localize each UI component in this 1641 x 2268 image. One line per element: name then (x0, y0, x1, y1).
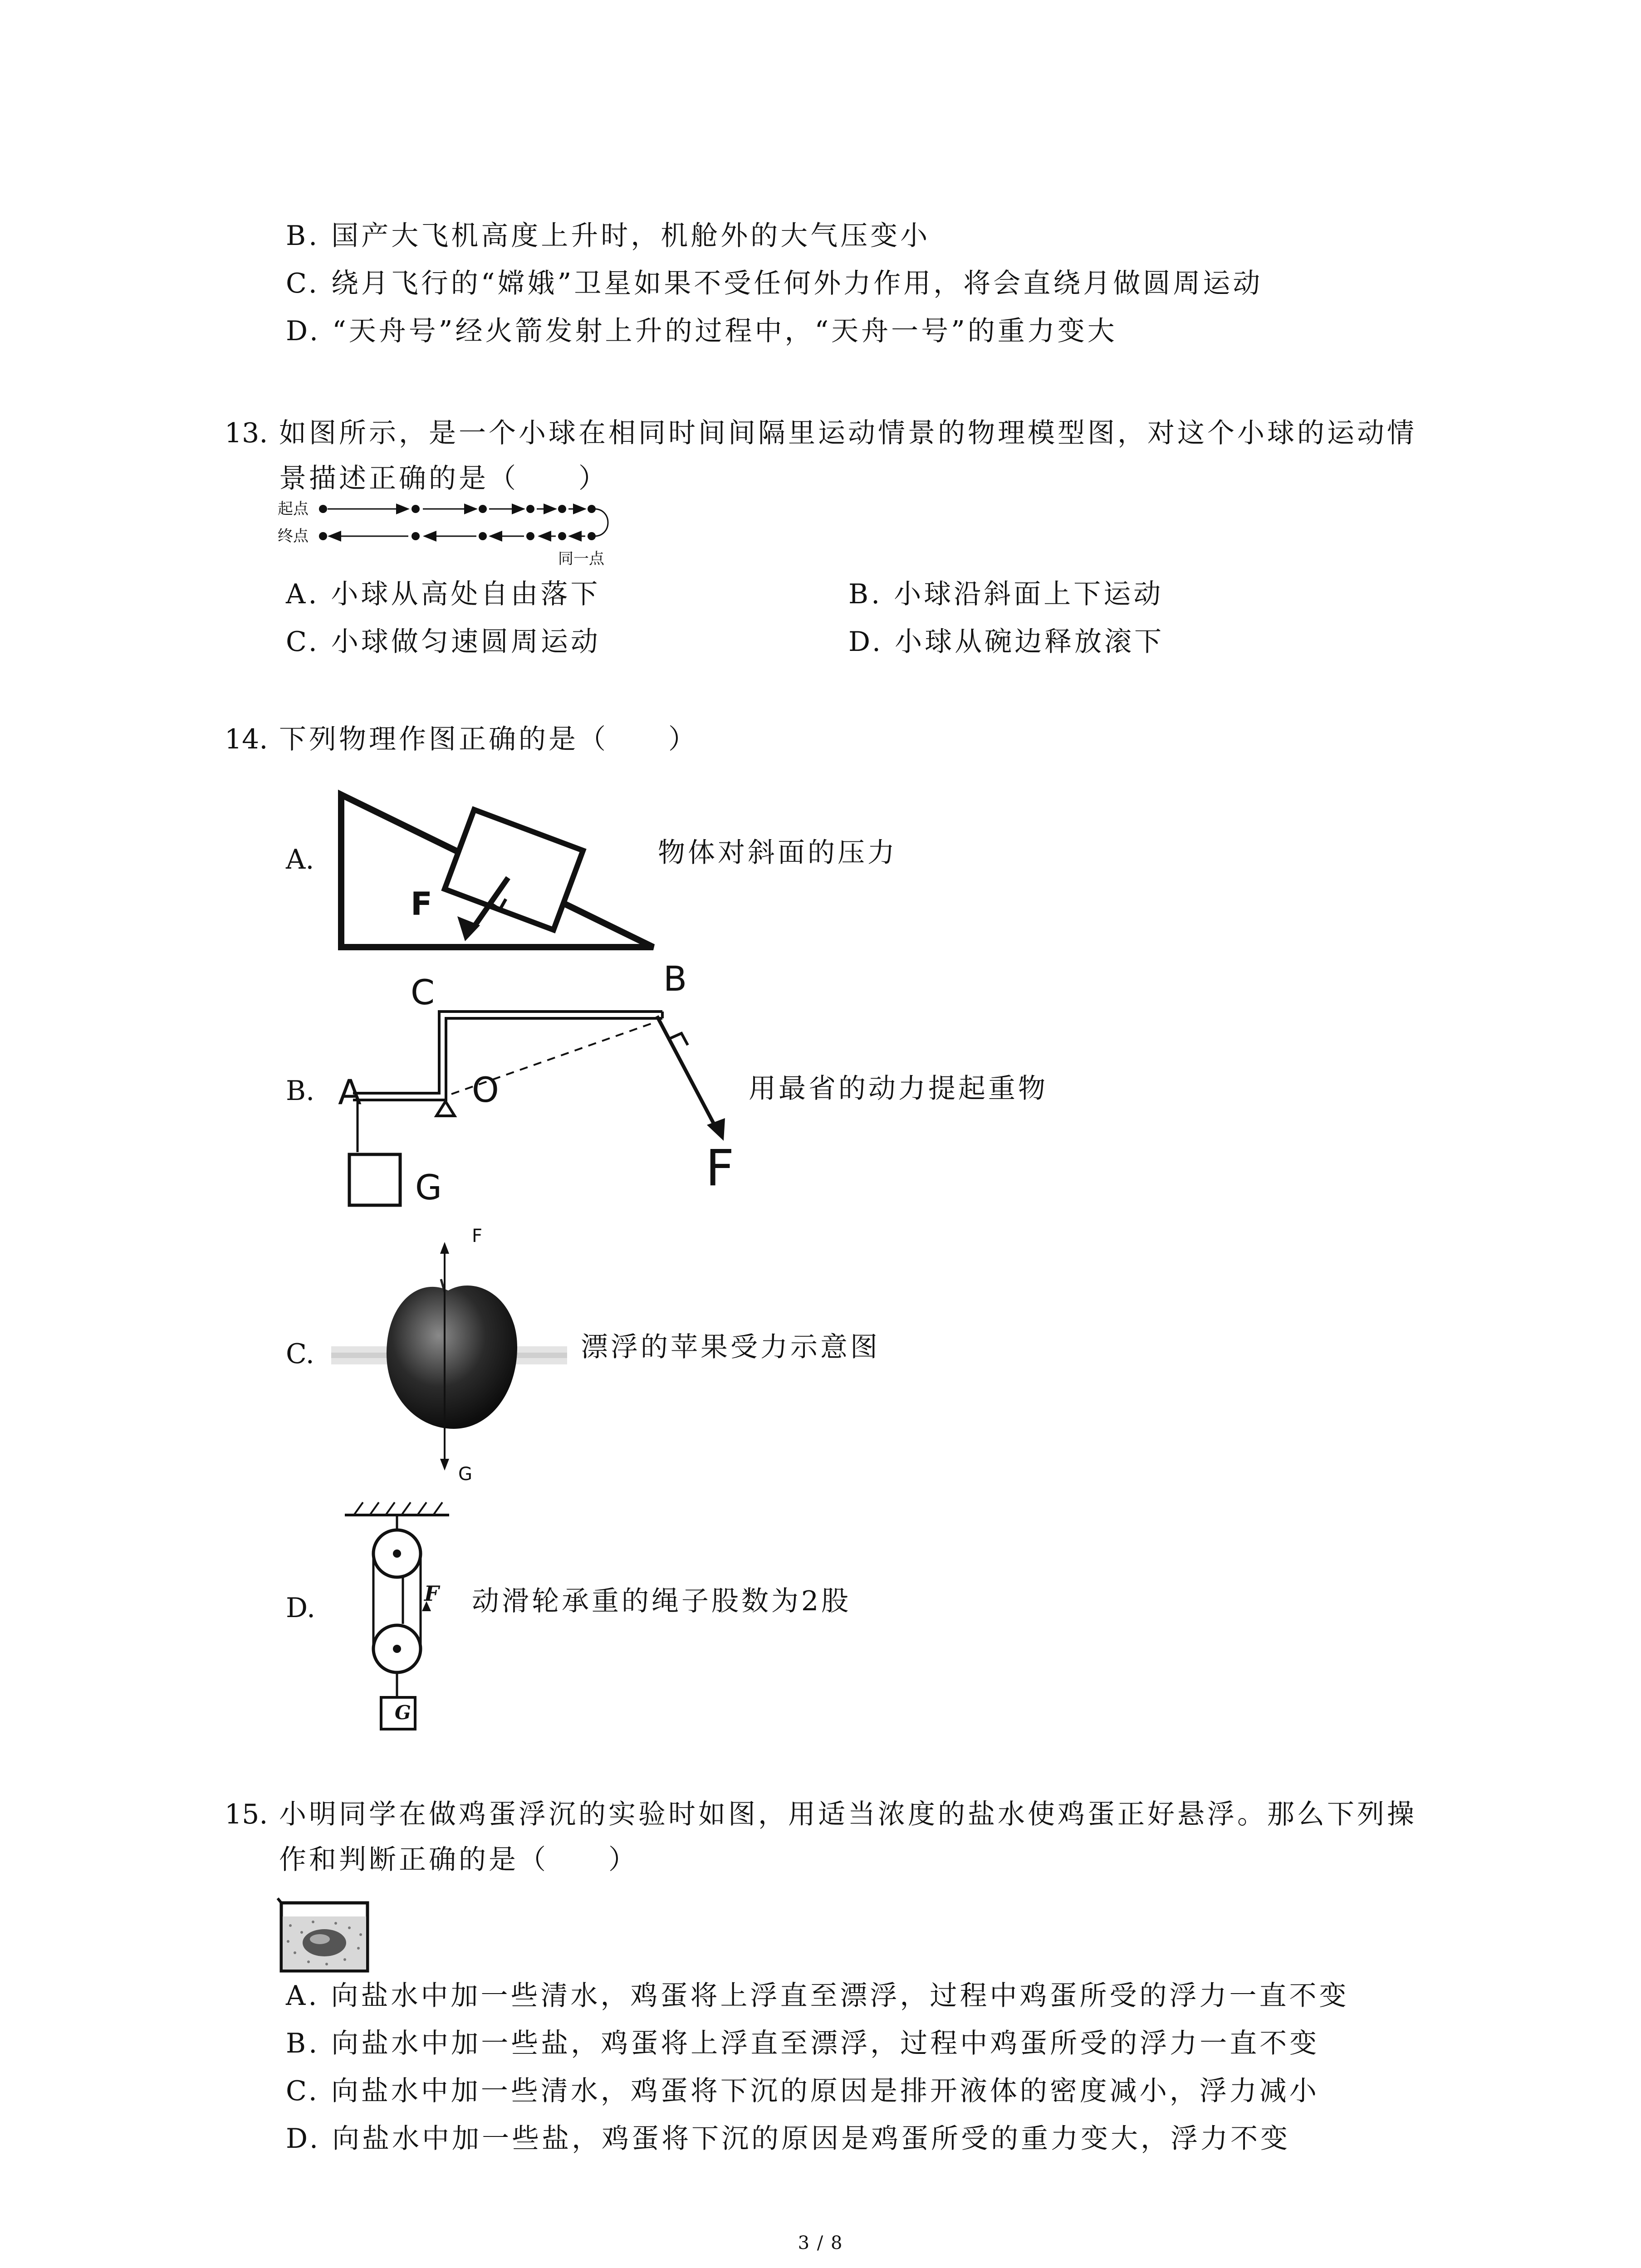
q13-option-d: D. 小球从碗边释放滚下 (848, 626, 1165, 658)
q14-a-letter: A. (286, 844, 314, 875)
q15-option-b: B. 向盐水中加一些盐，鸡蛋将上浮直至漂浮，过程中鸡蛋所受的浮力一直不变 (286, 2028, 1320, 2059)
q13-start-label: 起点 (278, 500, 309, 518)
q13-stem-line1: 如图所示，是一个小球在相同时间间隔里运动情景的物理模型图，对这个小球的运动情 (279, 417, 1417, 449)
q13-ball-11 (411, 532, 420, 540)
q13-ball-7 (588, 532, 596, 540)
q13-ball-6 (588, 505, 596, 513)
q15-number: 15. (225, 1799, 268, 1830)
q14-c-letter: C. (286, 1338, 314, 1370)
q12-option-c: C. 绕月飞行的“嫦娥”卫星如果不受任何外力作用，将会直绕月做圆周运动 (286, 268, 1263, 299)
q14-b-letter: B. (286, 1075, 315, 1107)
q13-ball-5 (558, 505, 566, 513)
q14-c-label-f: F (472, 1226, 483, 1246)
q14-b-label-g: G (415, 1167, 442, 1207)
q14-d-letter: D. (286, 1592, 316, 1624)
q14-b-label-b: B (663, 958, 687, 999)
q15-option-d: D. 向盐水中加一些盐，鸡蛋将下沉的原因是鸡蛋所受的重力变大，浮力不变 (286, 2123, 1291, 2155)
q14-c-apple-figure (331, 1234, 567, 1488)
q14-d-label-f: F (424, 1581, 439, 1606)
q13-ball-10 (479, 532, 487, 540)
q14-c-label-g: G (458, 1464, 472, 1485)
q14-d-label-g: G (395, 1701, 411, 1724)
page-number: 3 / 8 (798, 2233, 843, 2253)
q13-ball-4 (526, 505, 534, 513)
q14-a-force-label-text: F (411, 885, 432, 923)
q13-option-c: C. 小球做匀速圆周运动 (286, 626, 601, 658)
q14-number: 14. (225, 723, 268, 755)
q14-b-label-f: F (705, 1139, 735, 1197)
q15-beaker-egg-figure (277, 1889, 372, 1975)
q14-b-label-c: C (411, 972, 435, 1012)
q14-d-pulley-figure (336, 1492, 472, 1737)
q15-option-a: A. 向盐水中加一些清水，鸡蛋将上浮直至漂浮，过程中鸡蛋所受的浮力一直不变 (286, 1980, 1349, 2012)
q14-d-caption: 动滑轮承重的绳子股数为2股 (472, 1585, 852, 1617)
q13-ball-2 (411, 505, 420, 513)
q13-ball-1 (319, 505, 327, 513)
q13-number: 13. (225, 417, 268, 449)
q13-option-b: B. 小球沿斜面上下运动 (848, 578, 1164, 610)
q13-same-point-label: 同一点 (558, 550, 604, 568)
q14-a-incline-figure (336, 780, 662, 953)
q14-b-label-o: O (472, 1070, 499, 1110)
q15-option-c: C. 向盐水中加一些清水，鸡蛋将下沉的原因是排开液体的密度减小，浮力减小 (286, 2075, 1319, 2107)
q15-stem-line2: 作和判断正确的是（ ） (279, 1844, 638, 1876)
q14-b-label-a: A (338, 1072, 362, 1112)
q13-ball-12 (319, 532, 327, 540)
q13-option-a: A. 小球从高处自由落下 (286, 578, 601, 610)
q13-end-label: 终点 (278, 527, 309, 545)
q14-c-caption: 漂浮的苹果受力示意图 (581, 1331, 880, 1363)
q14-a-caption: 物体对斜面的压力 (658, 837, 897, 869)
q14-b-caption: 用最省的动力提起重物 (749, 1073, 1048, 1105)
q15-stem-line1: 小明同学在做鸡蛋浮沉的实验时如图，用适当浓度的盐水使鸡蛋正好悬浮。那么下列操 (279, 1799, 1417, 1830)
q14-stem: 下列物理作图正确的是（ ） (279, 723, 698, 755)
q13-motion-diagram (318, 494, 626, 553)
q13-ball-8 (558, 532, 566, 540)
q12-option-b: B. 国产大飞机高度上升时，机舱外的大气压变小 (286, 220, 931, 252)
q12-option-d: D. “天舟号”经火箭发射上升的过程中，“天舟一号”的重力变大 (286, 315, 1117, 347)
q13-ball-9 (526, 532, 534, 540)
q13-stem-line2: 景描述正确的是（ ） (279, 463, 608, 494)
q13-ball-3 (479, 505, 487, 513)
q14-b-lever-figure (336, 980, 744, 1234)
